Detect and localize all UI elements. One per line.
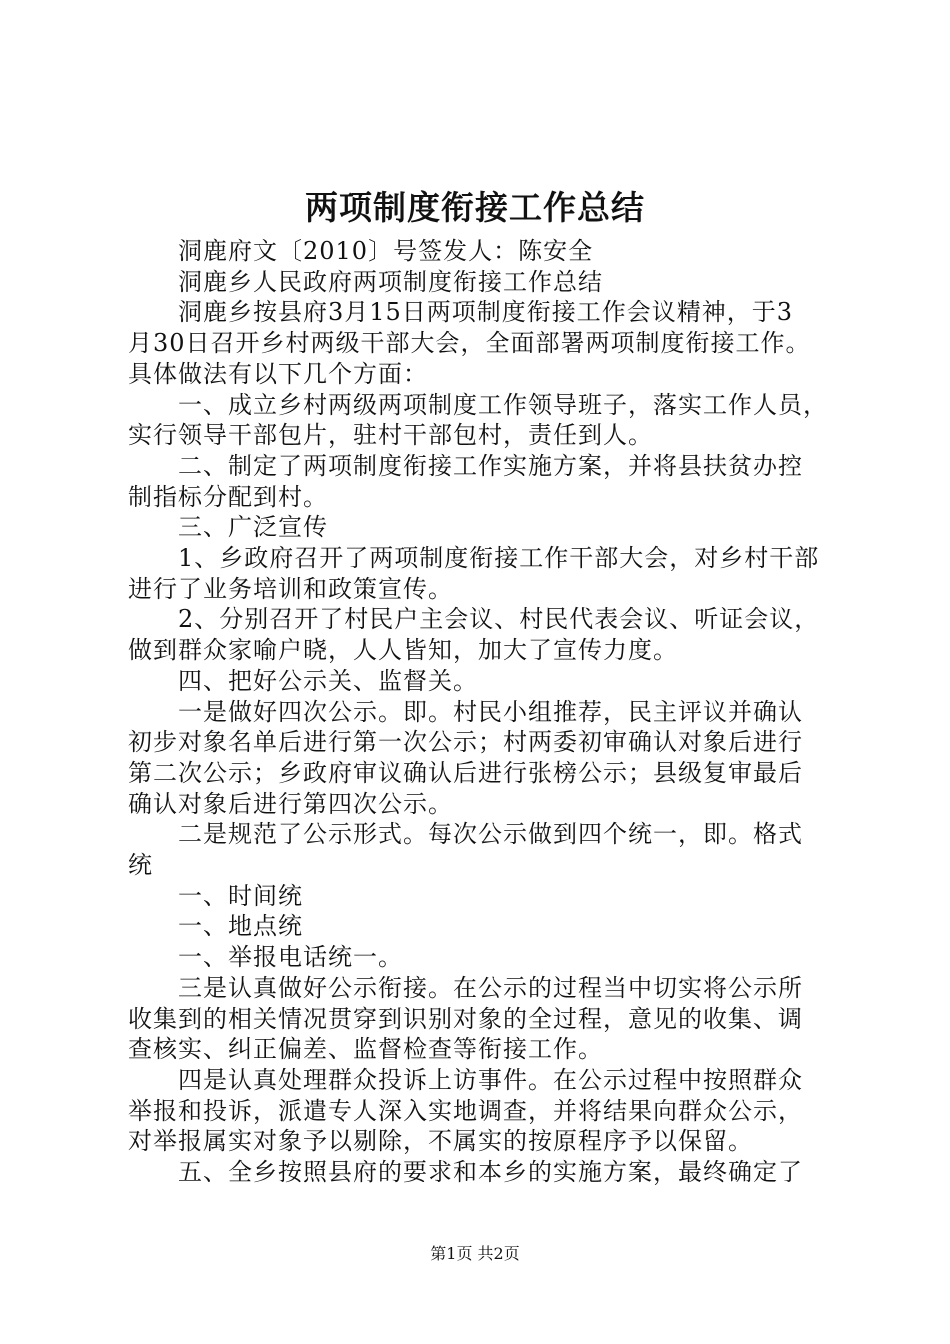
text-line: 进行了业务培训和政策宣传。 [128, 574, 453, 603]
paragraph [128, 267, 833, 298]
text-line: 初步对象名单后进行第一次公示；村两委初审确认对象后进行 [128, 728, 803, 757]
paragraph [128, 604, 833, 665]
paragraph [128, 881, 833, 912]
text-line: 一、地点统 [178, 912, 303, 941]
text-line: 一、成立乡村两级两项制度工作领导班子，落实工作人员， [178, 390, 828, 419]
paragraph [128, 1065, 833, 1157]
text-line: 三、广泛宣传 [178, 513, 328, 542]
text-line: 五、全乡按照县府的要求和本乡的实施方案，最终确定了 [178, 1158, 803, 1187]
text-line: 收集到的相关情况贯穿到识别对象的全过程，意见的收集、调 [128, 1004, 803, 1033]
paragraph [128, 297, 833, 389]
text-line: 实行领导干部包片，驻村干部包村，责任到人。 [128, 421, 653, 450]
text-line: 三是认真做好公示衔接。在公示的过程当中切实将公示所 [178, 973, 803, 1002]
paragraph [128, 819, 833, 880]
text-line: 月30日召开乡村两级干部大会，全面部署两项制度衔接工作。 [128, 329, 811, 358]
text-line: 二是规范了公示形式。每次公示做到四个统一，即。格式 [178, 820, 803, 849]
paragraph [128, 973, 833, 1065]
text-line: 举报和投诉，派遣专人深入实地调查，并将结果向群众公示， [128, 1096, 803, 1125]
text-line: 一、举报电话统一。 [178, 943, 403, 972]
text-line: 查核实、纠正偏差、监督检查等衔接工作。 [128, 1035, 603, 1064]
paragraph [128, 942, 833, 973]
document-body [128, 236, 833, 1188]
text-line: 2、分别召开了村民户主会议、村民代表会议、听证会议， [178, 605, 820, 634]
text-line: 做到群众家喻户晓，人人皆知，加大了宣传力度。 [128, 636, 678, 665]
paragraph [128, 911, 833, 942]
document-title: 两项制度衔接工作总结 [305, 188, 645, 227]
paragraph [128, 390, 833, 451]
text-line: 二、制定了两项制度衔接工作实施方案，并将县扶贫办控 [178, 451, 803, 480]
paragraph [128, 512, 833, 543]
paragraph [128, 666, 833, 697]
text-line: 洞鹿乡按县府3月15日两项制度衔接工作会议精神，于3 [178, 298, 794, 327]
text-line: 具体做法有以下几个方面： [128, 359, 428, 388]
paragraph [128, 1157, 833, 1188]
text-line: 洞鹿府文〔2010〕号签发人：陈安全 [178, 237, 594, 265]
text-line: 第二次公示；乡政府审议确认后进行张榜公示；县级复审最后 [128, 758, 803, 787]
paragraph [128, 451, 833, 512]
text-line: 对举报属实对象予以剔除，不属实的按原程序予以保留。 [128, 1127, 753, 1156]
text-line: 1、乡政府召开了两项制度衔接工作干部大会，对乡村干部 [178, 544, 820, 573]
page-footer: 第1页 共2页 [430, 1244, 520, 1263]
text-line: 一、时间统 [178, 881, 303, 910]
paragraph [128, 697, 833, 820]
text-line: 制指标分配到村。 [128, 482, 328, 511]
text-line: 确认对象后进行第四次公示。 [128, 789, 453, 818]
text-line: 洞鹿乡人民政府两项制度衔接工作总结 [178, 267, 603, 296]
text-line: 一是做好四次公示。即。村民小组推荐，民主评议并确认 [178, 697, 803, 726]
paragraph [128, 236, 833, 267]
text-line: 四是认真处理群众投诉上访事件。在公示过程中按照群众 [178, 1065, 803, 1094]
paragraph [128, 543, 833, 604]
text-line: 统 [128, 851, 153, 880]
text-line: 四、把好公示关、监督关。 [178, 666, 478, 695]
